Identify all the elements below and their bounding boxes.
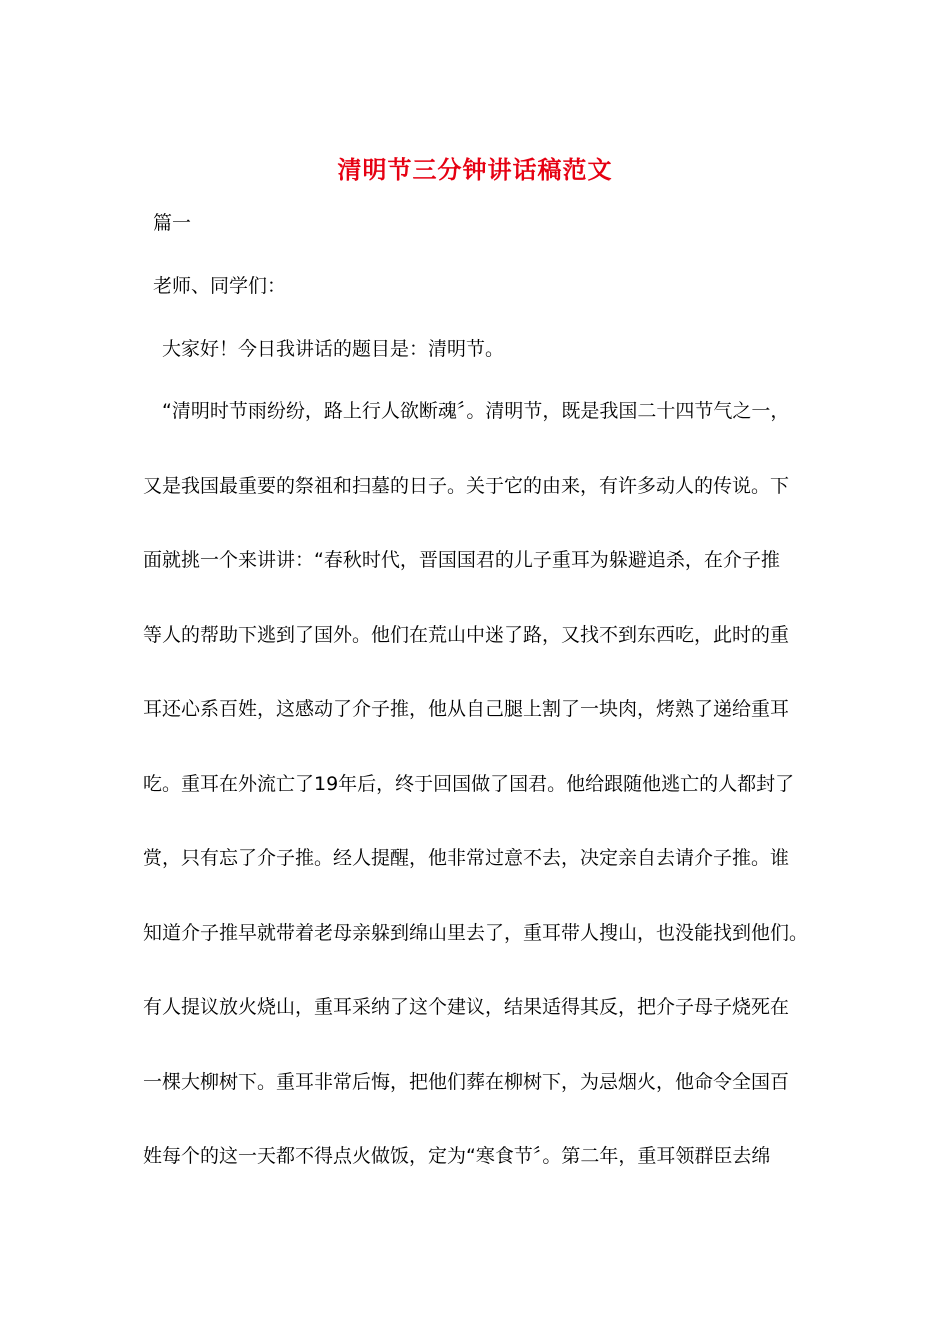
body-line: 耳还心系百姓，这感动了介子推，他从自己腿上割了一块肉，烤熟了递给重耳 (143, 698, 790, 720)
body-line: “清明时节雨纷纷，路上行人欲断魂〞。清明节，既是我国二十四节气之一， (162, 400, 790, 422)
body-line: 知道介子推早就带着老母亲躲到绵山里去了，重耳带人搜山，也没能找到他们。 (143, 922, 809, 944)
body-line: 有人提议放火烧山，重耳采纳了这个建议，结果适得其反，把介子母子烧死在 (143, 996, 790, 1018)
document-title: 清明节三分钟讲话稿范文 (337, 155, 613, 184)
body-line: 面就挑一个来讲讲：“春秋时代，晋国国君的儿子重耳为躲避追杀，在介子推 (143, 549, 780, 571)
body-line: 又是我国最重要的祭祖和扫墓的日子。关于它的由来，有许多动人的传说。下 (143, 475, 790, 497)
body-line: 姓每个的这一天都不得点火做饭，定为“寒食节〞。第二年，重耳领群臣去绵 (143, 1145, 771, 1167)
salutation: 老师、同学们： (153, 275, 287, 297)
section-label: 篇一 (153, 212, 192, 234)
greeting-paragraph: 大家好！今日我讲话的题目是：清明节。 (162, 338, 505, 360)
body-line: 等人的帮助下逃到了国外。他们在荒山中迷了路，又找不到东西吃，此时的重 (143, 624, 790, 646)
body-line: 吃。重耳在外流亡了19年后，终于回国做了国君。他给跟随他逃亡的人都封了 (143, 773, 795, 795)
body-line: 一棵大柳树下。重耳非常后悔，把他们葬在柳树下，为忌烟火，他命令全国百 (143, 1071, 790, 1093)
body-line: 赏，只有忘了介子推。经人提醒，他非常过意不去，决定亲自去请介子推。谁 (143, 847, 790, 869)
